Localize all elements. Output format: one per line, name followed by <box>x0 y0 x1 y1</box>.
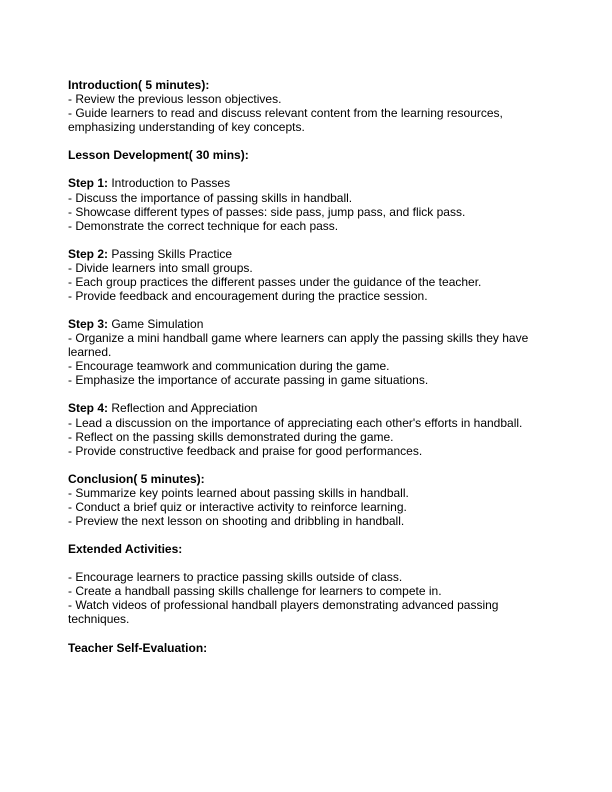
step-line: - Showcase different types of passes: side pass, jump pass, and flick pass. <box>68 204 466 219</box>
step-line: - Reflect on the passing skills demonstrated during the game. <box>68 429 394 444</box>
step-line: - Provide constructive feedback and praise for good performances. <box>68 443 423 458</box>
document-content <box>68 78 552 655</box>
step-title: Game Simulation <box>108 317 204 332</box>
introduction-line: - Review the previous lesson objectives. <box>68 92 282 107</box>
step-heading-line <box>68 247 552 261</box>
step-title: Reflection and Appreciation <box>108 401 258 416</box>
section-step-2 <box>68 247 552 303</box>
introduction-heading: Introduction( 5 minutes): <box>68 78 210 92</box>
step-heading-line <box>68 176 552 190</box>
section-extended-activities-heading <box>68 542 552 556</box>
step-line: - Encourage teamwork and communication during the game. <box>68 359 390 374</box>
step-line: - Emphasize the importance of accurate passing in game situations. <box>68 373 429 388</box>
step-line: - Organize a mini handball game where learners can apply the passing skills they have learned. <box>68 331 529 360</box>
teacher-self-evaluation-heading: Teacher Self-Evaluation: <box>68 640 208 655</box>
section-step-3 <box>68 317 552 387</box>
step-title: Passing Skills Practice <box>108 246 233 261</box>
section-teacher-self-evaluation <box>68 641 552 655</box>
step-line: - Demonstrate the correct technique for each pass. <box>68 218 339 233</box>
section-introduction <box>68 78 552 134</box>
section-step-1 <box>68 176 552 232</box>
step-line: - Lead a discussion on the importance of appreciating each other's efforts in handball. <box>68 415 523 430</box>
step-heading-line <box>68 317 552 331</box>
step-line: - Provide feedback and encouragement during the practice session. <box>68 288 428 303</box>
extended-activities-line: - Encourage learners to practice passing skills outside of class. <box>68 570 403 585</box>
step-label: Step 3: <box>68 317 109 332</box>
conclusion-line: - Conduct a brief quiz or interactive activity to reinforce learning. <box>68 499 407 514</box>
section-lesson-development <box>68 148 552 162</box>
section-step-4 <box>68 401 552 457</box>
lesson-development-heading: Lesson Development( 30 mins): <box>68 148 249 163</box>
extended-activities-line: - Watch videos of professional handball players demonstrating advanced passing techniques. <box>68 598 499 627</box>
step-line: - Each group practices the different passes under the guidance of the teacher. <box>68 274 482 289</box>
section-conclusion <box>68 472 552 528</box>
step-heading-line <box>68 401 552 415</box>
conclusion-line: - Summarize key points learned about passing skills in handball. <box>68 485 409 500</box>
step-label: Step 2: <box>68 246 109 261</box>
step-line: - Discuss the importance of passing skills in handball. <box>68 190 353 205</box>
step-label: Step 4: <box>68 401 109 416</box>
extended-activities-heading: Extended Activities: <box>68 542 183 557</box>
conclusion-line: - Preview the next lesson on shooting and dribbling in handball. <box>68 513 405 528</box>
step-line: - Divide learners into small groups. <box>68 260 253 275</box>
conclusion-heading: Conclusion( 5 minutes): <box>68 471 205 486</box>
step-label: Step 1: <box>68 176 109 191</box>
step-title: Introduction to Passes <box>108 176 231 191</box>
extended-activities-line: - Create a handball passing skills challenge for learners to compete in. <box>68 584 442 599</box>
introduction-line: - Guide learners to read and discuss relevant content from the learning resources, emphasizing understanding of key concepts. <box>68 106 503 135</box>
section-extended-activities-list <box>68 570 552 626</box>
